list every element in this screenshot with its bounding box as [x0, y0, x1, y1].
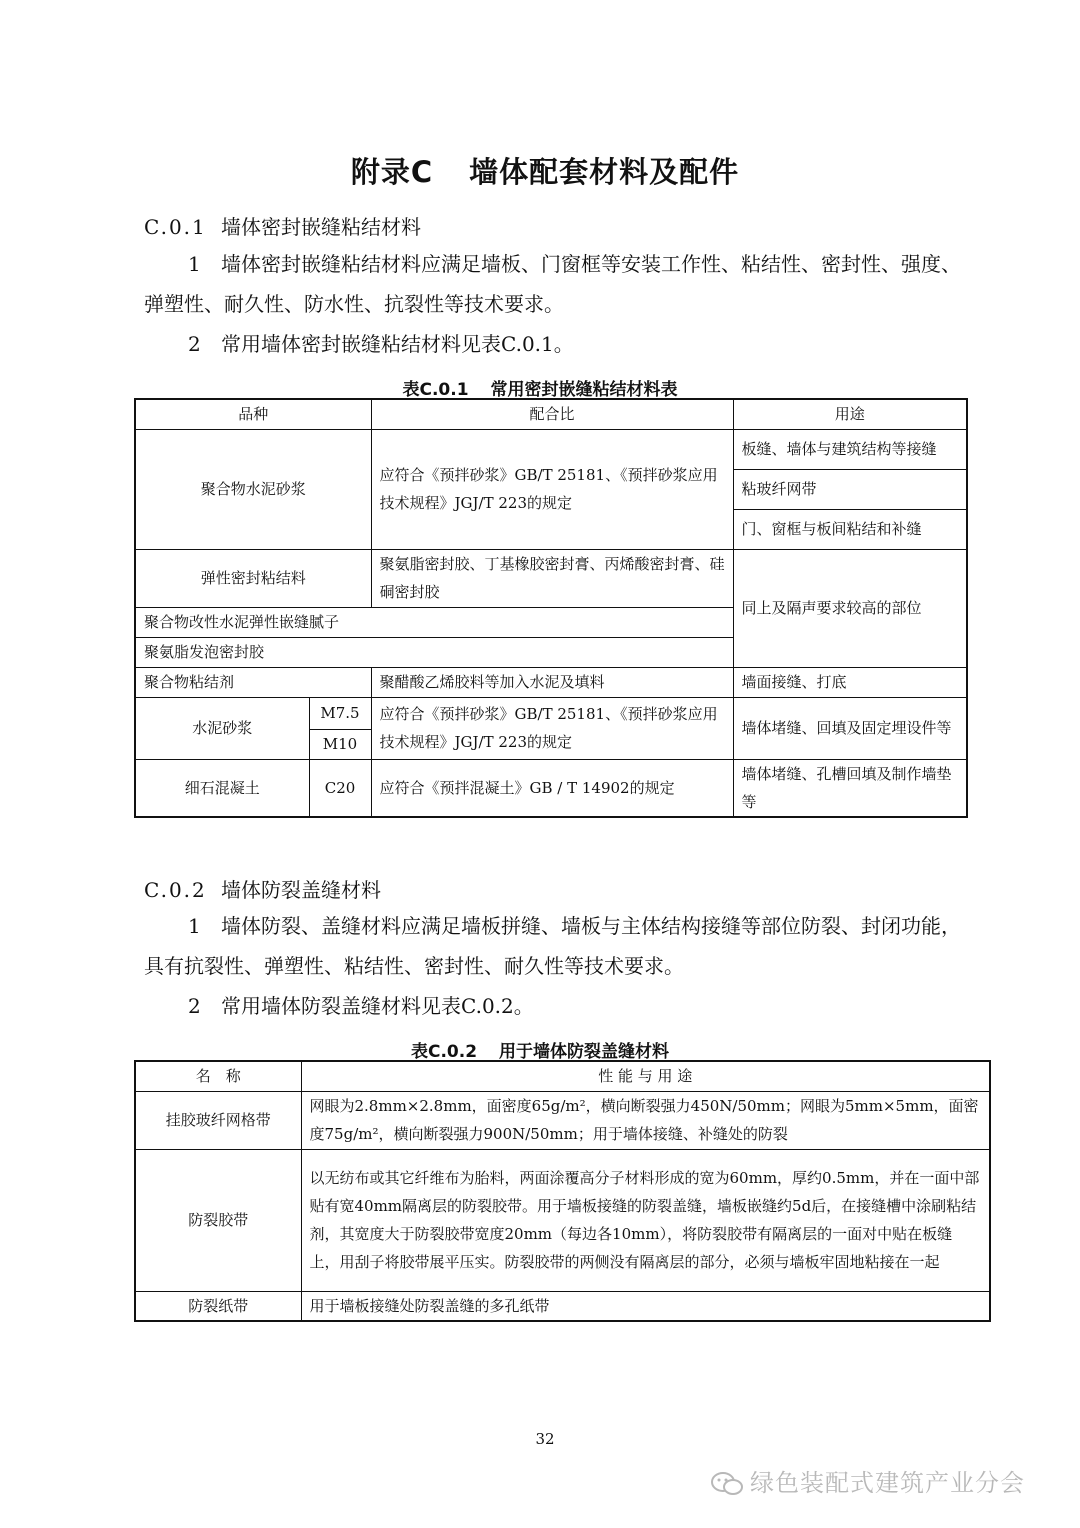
table-cell-desc: 以无纺布或其它纤维布为胎料，两面涂覆高分子材料形成的宽为60mm，厚约0.5mm，并在一面中部贴有宽40mm隔离层的防裂胶带。用于墙板接缝的防裂盖缝，墙板嵌缝约5d后，在接缝槽中涂刷粘结剂，其宽度大于防裂胶带宽度20mm（每边各10mm），将防裂胶带有隔离层的一面对中贴在板缝上，用刮子将胶带展平压实。防裂胶带的两侧没有隔离层的部分，必须与墙板牢固地粘接在一起: [301, 1149, 990, 1291]
table-header-cell: 名 称: [135, 1061, 301, 1091]
appendix-title: 墙体配套材料及配件: [469, 155, 740, 189]
paragraph-text: 墙体防裂、盖缝材料应满足墙板拼缝、墙板与主体结构接缝等部位防裂、封闭功能，具有抗裂性、弹塑性、粘结性、密封性、耐久性等技术要求。: [144, 914, 961, 978]
paragraph-c01-1: [144, 244, 964, 324]
watermark: [710, 1463, 1025, 1498]
table-cell-name: 防裂纸带: [135, 1291, 301, 1321]
table-cell-name: 弹性密封粘结料: [135, 549, 371, 607]
table-cell-name: 挂胶玻纤网格带: [135, 1091, 301, 1149]
paragraph-c02-2: [144, 986, 964, 1026]
table-cell-name: 防裂胶带: [135, 1149, 301, 1291]
paragraph-text: 常用墙体防裂盖缝材料见表C.0.2。: [221, 994, 534, 1018]
table-c02: [134, 1060, 991, 1322]
paragraph-text: 常用墙体密封嵌缝粘结材料见表C.0.1。: [221, 332, 574, 356]
page-title: [0, 150, 1080, 191]
table-cell-grade: M10: [309, 729, 371, 759]
table-cell-ratio: 应符合《预拌砂浆》GB/T 25181、《预拌砂浆应用技术规程》JGJ/T 223的规定: [371, 429, 733, 549]
table-cell-ratio: 聚醋酸乙烯胶料等加入水泥及填料: [371, 667, 733, 697]
table1-caption-label: 表C.0.1: [402, 380, 469, 400]
table-cell-ratio: 聚氨脂密封胶、丁基橡胶密封膏、丙烯酸密封膏、硅硐密封胶: [371, 549, 733, 607]
table-cell-desc: 用于墙板接缝处防裂盖缝的多孔纸带: [301, 1291, 990, 1321]
appendix-label: 附录C: [350, 155, 434, 189]
section-number: C.0.1: [144, 215, 207, 239]
table-cell-desc: 网眼为2.8mm×2.8mm，面密度65g/m²，横向断裂强力450N/50mm；网眼为5mm×5mm，面密度75g/m²，横向断裂强力900N/50mm；用于墙体接缝、补缝处的防裂: [301, 1091, 990, 1149]
item-number: 2: [188, 332, 201, 356]
table-cell-ratio: 应符合《预拌混凝土》GB / T 14902的规定: [371, 759, 733, 817]
table2-caption: [0, 1037, 1080, 1062]
wechat-icon: [710, 1470, 744, 1498]
item-number: 1: [188, 252, 201, 276]
table-cell-use: 门、窗框与板间粘结和补缝: [733, 509, 967, 549]
item-number: 1: [188, 914, 201, 938]
table-header-cell: 配合比: [371, 399, 733, 429]
table-c01: [134, 398, 968, 818]
table2-caption-label: 表C.0.2: [410, 1042, 478, 1062]
table-header-cell: 用途: [733, 399, 967, 429]
table1-caption: [0, 375, 1080, 400]
table-cell-grade: C20: [309, 759, 371, 817]
table-cell-use: 同上及隔声要求较高的部位: [733, 549, 967, 667]
table-cell-use: 板缝、墙体与建筑结构等接缝: [733, 429, 967, 469]
section-heading: 墙体防裂盖缝材料: [221, 878, 381, 902]
table-cell-name: 细石混凝土: [135, 759, 309, 817]
table2-caption-title: 用于墙体防裂盖缝材料: [499, 1042, 670, 1062]
table-cell-name: 聚合物水泥砂浆: [135, 429, 371, 549]
paragraph-text: 墙体密封嵌缝粘结材料应满足墙板、门窗框等安装工作性、粘结性、密封性、强度、弹塑性、耐久性、防水性、抗裂性等技术要求。: [144, 252, 961, 316]
section-c01: [144, 211, 421, 240]
table-cell-name: 聚合物改性水泥弹性嵌缝腻子: [135, 607, 733, 637]
table-cell-use: 墙面接缝、打底: [733, 667, 967, 697]
paragraph-c02-1: [144, 906, 964, 986]
table-cell-name: 水泥砂浆: [135, 697, 309, 759]
section-number: C.0.2: [144, 878, 207, 902]
paragraph-c01-2: [144, 324, 964, 364]
table-cell-use: 墙体堵缝、回填及固定埋设件等: [733, 697, 967, 759]
section-heading: 墙体密封嵌缝粘结材料: [221, 215, 421, 239]
table-cell-grade: M7.5: [309, 697, 371, 729]
table-header-cell: 性 能 与 用 途: [301, 1061, 990, 1091]
page-number: 32: [535, 1430, 555, 1448]
section-c02: [144, 874, 381, 903]
watermark-text: 绿色装配式建筑产业分会: [750, 1469, 1025, 1497]
table1-caption-title: 常用密封嵌缝粘结材料表: [490, 380, 678, 400]
table-cell-name: 聚氨脂发泡密封胶: [135, 637, 733, 667]
table-cell-name: 聚合物粘结剂: [135, 667, 371, 697]
table-header-cell: 品种: [135, 399, 371, 429]
item-number: 2: [188, 994, 201, 1018]
table-cell-use: 粘玻纤网带: [733, 469, 967, 509]
table-cell-ratio: 应符合《预拌砂浆》GB/T 25181、《预拌砂浆应用技术规程》JGJ/T 223的规定: [371, 697, 733, 759]
table-cell-use: 墙体堵缝、孔槽回填及制作墙垫等: [733, 759, 967, 817]
